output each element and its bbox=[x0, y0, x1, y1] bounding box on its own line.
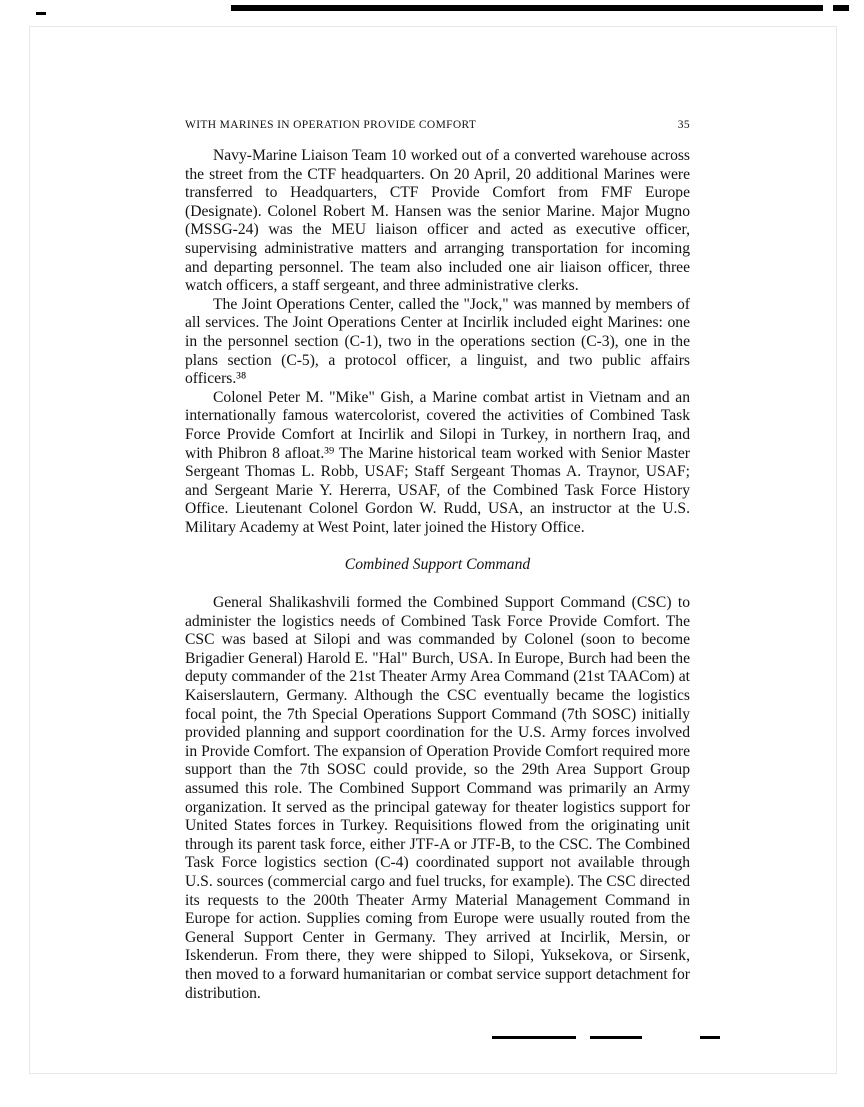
paragraph: Navy-Marine Liaison Team 10 worked out of a converted warehouse across the street from the CTF headquarters. On 20 April, 20 additional Marines were transferred to Headquarters, CTF Provide Comfort from FMF Europe (Designate). Colonel Robert M. Hansen was the senior Marine. Major Mugno (MSSG-24) was the MEU liaison officer and acted as executive officer, supervising administrative matters and arranging transportation for incoming and departing personnel. The team also included one air liaison officer, three watch officers, a staff sergeant, and three administrative clerks. bbox=[185, 147, 690, 295]
scan-artifact-top-bar bbox=[231, 5, 823, 11]
paragraph: General Shalikashvili formed the Combined Support Command (CSC) to administer the logistics needs of Combined Task Force Provide Comfort. The CSC was based at Silopi and was commanded by Colonel (soon to become Brigadier General) Harold E. "Hal" Burch, USA. In Europe, Burch had been the deputy commander of the 21st Theater Army Area Command (21st TAACom) at Kaiserslautern, Germany. Although the CSC eventually became the logistics focal point, the 7th Special Operations Support Command (7th SOSC) initially provided planning and support coordination for the U.S. Army forces involved in Provide Comfort. The expansion of Operation Provide Comfort required more support than the 7th SOSC could provide, so the 29th Area Support Group assumed this role. The Combined Support Command was primarily an Army organization. It served as the principal gateway for theater logistics support for United States forces in Turkey. Requisitions flowed from the originating unit through its parent task force, either JTF-A or JTF-B, to the CSC. The Combined Task Force logistics section (C-4) coordinated support not available through U.S. sources (commercial cargo and fuel trucks, for example). The CSC directed its requests to the 200th Theater Army Material Management Command in Europe for action. Supplies coming from Europe were usually routed from the General Support Center in Germany. They arrived at Incirlik, Mersin, or Iskenderun. From there, they were shipped to Silopi, Yuksekova, or Sirsenk, then moved to a forward humanitarian or combat service support detachment for distribution. bbox=[185, 594, 690, 1002]
scan-artifact-top-dash bbox=[833, 5, 849, 11]
running-header bbox=[185, 119, 690, 131]
scan-artifact-bottom-dash bbox=[700, 1036, 720, 1039]
scan-artifact-top-left-dash bbox=[36, 12, 46, 15]
running-header-title: WITH MARINES IN OPERATION PROVIDE COMFORT bbox=[185, 119, 477, 131]
page-number: 35 bbox=[677, 119, 690, 131]
body-text-column bbox=[185, 147, 690, 1003]
paragraph: Colonel Peter M. "Mike" Gish, a Marine combat artist in Vietnam and an internationally famous watercolorist, covered the activities of Combined Task Force Provide Comfort at Incirlik and Silopi in Turkey, in northern Iraq, and with Phibron 8 afloat.³⁹ The Marine historical team worked with Senior Master Sergeant Thomas L. Robb, USAF; Staff Sergeant Thomas A. Traynor, USAF; and Sergeant Marie Y. Hererra, USAF, of the Combined Task Force History Office. Lieutenant Colonel Gordon W. Rudd, USA, an instructor at the U.S. Military Academy at West Point, later joined the History Office. bbox=[185, 388, 690, 536]
scan-artifact-bottom-dash bbox=[492, 1036, 576, 1039]
section-heading: Combined Support Command bbox=[344, 556, 531, 574]
paragraph: The Joint Operations Center, called the "Jock," was manned by members of all services. The Joint Operations Center at Incirlik included eight Marines: one in the personnel section (C-1), two in the operations section (C-3), one in the plans section (C-5), a protocol officer, a linguist, and two public affairs officers.³⁸ bbox=[185, 295, 690, 388]
scan-artifact-bottom-dash bbox=[590, 1036, 642, 1039]
